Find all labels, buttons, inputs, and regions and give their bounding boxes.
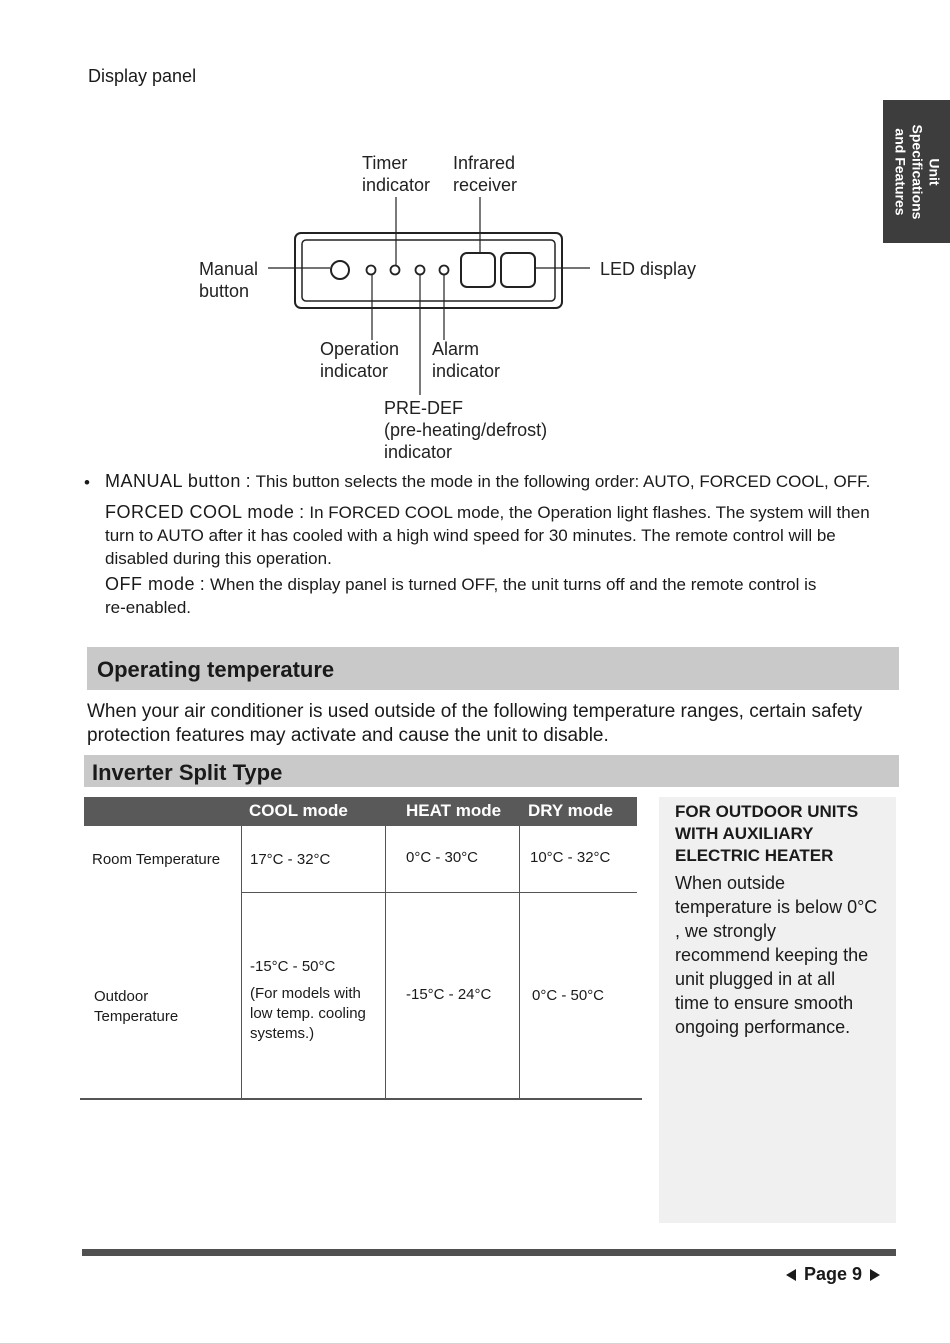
inverter-split-title: Inverter Split Type (92, 760, 283, 785)
manual-label-line-2: button (199, 281, 250, 301)
outdoor-temperature-label (94, 987, 178, 1027)
forced-text-line-2: turn to AUTO after it has cooled with a high wind speed for 30 minutes. The remote control will be (105, 526, 836, 545)
predef-indicator-label (384, 397, 547, 463)
side-tab-line-2: Specifications (909, 124, 925, 219)
alarm-indicator-label (432, 338, 500, 382)
colon: : (299, 502, 305, 522)
manual-button-label (199, 258, 258, 302)
operating-intro-line-2: protection features may activate and cause the unit to disable. (87, 725, 609, 746)
row-divider (241, 892, 637, 893)
infrared-receiver-label (453, 152, 517, 196)
note-box-body (675, 871, 890, 1039)
manual-button-description (105, 470, 905, 493)
predef-label-line-2: (pre-heating/defrost) (384, 420, 548, 440)
manual-mode-name: MANUAL button (105, 471, 241, 491)
operating-intro-line-1: When your air conditioner is used outside of the following temperature ranges, certain safety (87, 701, 863, 722)
note-body-line-7: ongoing performance. (675, 1017, 851, 1037)
forced-cool-description (105, 501, 905, 570)
manual-mode-text: This button selects the mode in the following order: AUTO, FORCED COOL, OFF. (255, 472, 871, 491)
bullet-mark: • (84, 473, 90, 492)
outdoor-label-line-1: Outdoor (94, 988, 149, 1005)
operating-temperature-band (87, 647, 899, 690)
timer-label-line-2: indicator (362, 175, 431, 195)
operating-temperature-title: Operating temperature (97, 657, 335, 682)
predef-indicator-icon (416, 266, 425, 275)
header-cool-mode: COOL mode (249, 801, 348, 820)
footer-rule (82, 1249, 896, 1256)
off-text-line-2: re-enabled. (105, 598, 192, 617)
alarm-label-line-1: Alarm (432, 339, 480, 359)
alarm-label-line-2: indicator (432, 361, 501, 381)
note-body-line-2: temperature is below 0°C (675, 897, 878, 917)
panel-inner-frame (302, 240, 555, 301)
off-mode-name: OFF mode (105, 574, 196, 594)
operation-indicator-label (320, 338, 399, 382)
note-body-line-3: , we strongly (675, 921, 777, 941)
room-temperature-label: Room Temperature (92, 851, 221, 868)
timer-indicator-icon (391, 266, 400, 275)
colon: : (199, 574, 206, 594)
predef-label-line-1: PRE-DEF (384, 398, 464, 418)
note-title-line-1: FOR OUTDOOR UNITS (675, 802, 859, 821)
outdoor-cool-note-line-1: (For models with (250, 985, 361, 1002)
timer-indicator-label (362, 152, 430, 196)
header-heat-mode: HEAT mode (406, 801, 502, 820)
table-header-row (84, 797, 637, 826)
note-body-line-1: When outside (675, 873, 786, 893)
table-bottom-rule (80, 1098, 642, 1100)
previous-page-icon[interactable] (786, 1269, 796, 1281)
outdoor-cool-value: -15°C - 50°C (250, 958, 336, 975)
page-number: Page 9 (804, 1264, 863, 1284)
alarm-indicator-icon (440, 266, 449, 275)
operation-label-line-2: indicator (320, 361, 389, 381)
note-body-line-6: time to ensure smooth (675, 993, 854, 1013)
infrared-receiver-icon (461, 253, 495, 287)
page-navigation (786, 1264, 880, 1285)
side-tab-line-3: and Features (892, 127, 908, 216)
infrared-label-line-2: receiver (453, 175, 518, 195)
outdoor-cool-note-line-3: systems.) (250, 1025, 315, 1042)
header-dry-mode: DRY mode (528, 801, 614, 820)
note-box-title (675, 801, 885, 867)
operation-indicator-icon (367, 266, 376, 275)
led-display-icon (501, 253, 535, 287)
note-body-line-4: recommend keeping the (675, 945, 869, 965)
led-display-label: LED display (600, 259, 697, 279)
side-tab-line-1: Unit (926, 157, 942, 186)
outdoor-dry-value: 0°C - 50°C (532, 987, 605, 1004)
timer-label-line-1: Timer (362, 153, 408, 173)
room-heat-value: 0°C - 30°C (406, 849, 479, 866)
outdoor-heat-value: -15°C - 24°C (406, 986, 492, 1003)
operation-label-line-1: Operation (320, 339, 400, 359)
room-dry-value: 10°C - 32°C (530, 849, 611, 866)
forced-mode-name: FORCED COOL mode (105, 502, 295, 522)
outdoor-cool-note-line-2: low temp. cooling (250, 1005, 366, 1022)
outdoor-label-line-2: Temperature (94, 1008, 179, 1025)
next-page-icon[interactable] (870, 1269, 880, 1281)
panel-outer-frame (295, 233, 562, 308)
note-title-line-2: WITH AUXILIARY (675, 824, 814, 843)
forced-text-line-1: In FORCED COOL mode, the Operation light flashes. The system will then (309, 503, 870, 522)
operating-intro (87, 700, 887, 748)
auxiliary-heater-note-box (659, 797, 896, 1223)
manual-button-icon (331, 261, 349, 279)
room-cool-value: 17°C - 32°C (250, 851, 331, 868)
forced-text-line-3: disabled during this operation. (105, 549, 332, 568)
inverter-split-band (84, 755, 899, 787)
column-divider (385, 826, 386, 1099)
outdoor-cool-note (250, 984, 366, 1044)
colon: : (245, 471, 252, 491)
off-text-line-1: When the display panel is turned OFF, the unit turns off and the remote control is (210, 575, 817, 594)
infrared-label-line-1: Infrared (453, 153, 516, 173)
predef-label-line-3: indicator (384, 442, 453, 462)
note-title-line-3: ELECTRIC HEATER (675, 846, 834, 865)
column-divider (519, 826, 520, 1099)
off-mode-description (105, 573, 905, 619)
display-panel-heading: Display panel (88, 66, 197, 86)
note-body-line-5: unit plugged in at all (675, 969, 836, 989)
column-divider (241, 826, 242, 1099)
manual-label-line-1: Manual (199, 259, 259, 279)
